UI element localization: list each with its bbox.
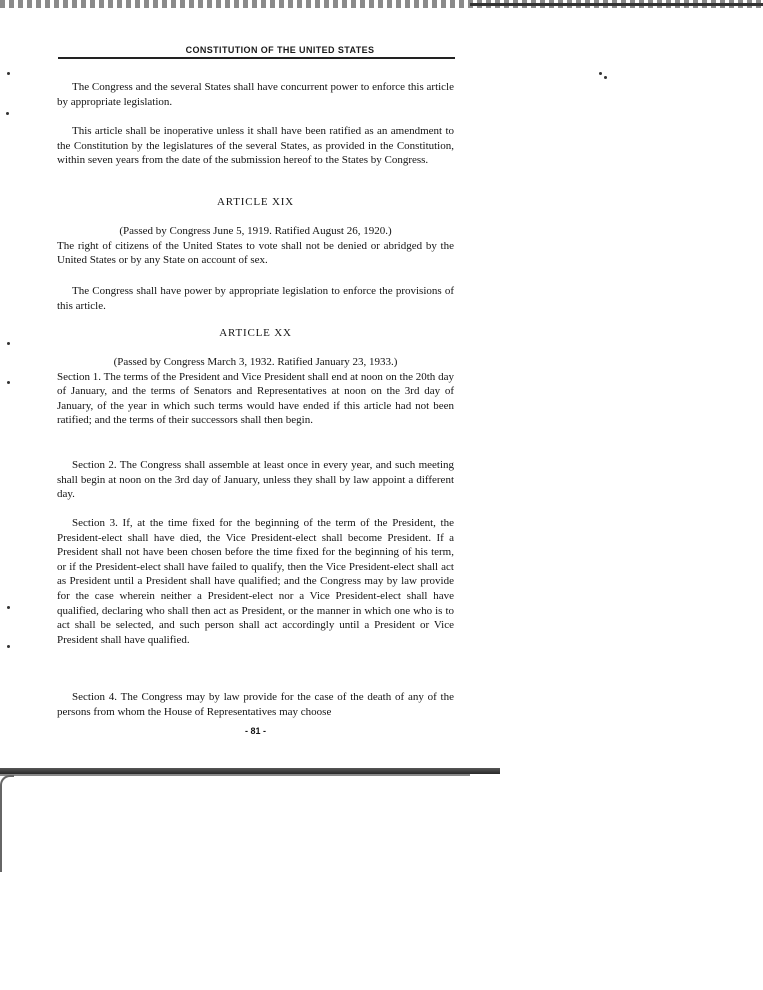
article-xix-body: [57, 224, 454, 268]
scan-speck: [7, 381, 10, 384]
scan-speck: [604, 76, 607, 79]
article-xx-title: ARTICLE XX: [219, 327, 292, 339]
scan-speck: [599, 72, 602, 75]
article-xx-section-1: [57, 355, 454, 428]
paragraph-concurrent-power: The Congress and the several States shall have concurrent power to enforce this article by appropriate legislation.: [57, 81, 454, 108]
article-xx-section-3: Section 3. If, at the time fixed for the beginning of the term of the President, the President-elect shall have died, the Vice President-elect shall become President. If a President shall not have been chosen before the time fixed for the beginning of his term, or if the President-elect shall have failed to qualify, then the Vice President-elect shall act as President until a President shall have qualified; and the Congress may by law provide for the case wherein neither a President-elect nor a Vice President-elect shall have qualified, declaring who shall then act as President, or the manner in which one who is to act shall be selected, and such person shall act accordingly until a President or Vice President shall have qualified.: [57, 517, 454, 646]
paragraph-inoperative: This article shall be inoperative unless it shall have been ratified as an amendment to the Constitution by the legislatures of the several States, as provided in the Constitution, within seven years from the date of the submission hereof to the States by Congress.: [57, 125, 454, 167]
header-rule: [58, 57, 455, 59]
article-xix-enforcement: The Congress shall have power by appropriate legislation to enforce the provisions of this article.: [57, 285, 454, 312]
article-xx-section-4: Section 4. The Congress may by law provide for the case of the death of any of the persons from whom the House of Representatives may choose: [57, 691, 454, 718]
article-xix-title: ARTICLE XIX: [217, 196, 294, 208]
page-number: - 81 -: [244, 726, 266, 736]
article-xx-passed-note: (Passed by Congress March 3, 1932. Ratified January 23, 1933.): [113, 356, 398, 368]
running-head: CONSTITUTION OF THE UNITED STATES: [185, 45, 375, 55]
article-xix-passed-note: (Passed by Congress June 5, 1919. Ratified August 26, 1920.): [119, 225, 392, 237]
scan-speck: [7, 645, 10, 648]
article-xx-section-2: Section 2. The Congress shall assemble at least once in every year, and such meeting shall begin at noon on the 3rd day of January, unless they shall by law appoint a different day.: [57, 459, 454, 501]
scan-page-curl: [0, 775, 14, 872]
scan-speck: [7, 72, 10, 75]
scan-speck: [7, 606, 10, 609]
scan-top-edge-solid: [470, 3, 763, 6]
article-xix-section-text: The right of citizens of the United States to vote shall not be denied or abridged by the United States or by any State on account of sex.: [57, 239, 454, 267]
scan-speck: [7, 342, 10, 345]
scan-speck: [6, 112, 9, 115]
article-xx-section-1-text: Section 1. The terms of the President and Vice President shall end at noon on the 20th day of January, and the terms of Senators and Representatives at noon on the 3rd day of January, of the year in which such terms would have ended if this article had not been ratified; and the terms of their successors shall then begin.: [57, 370, 454, 427]
scan-bottom-edge-shadow: [0, 774, 470, 776]
